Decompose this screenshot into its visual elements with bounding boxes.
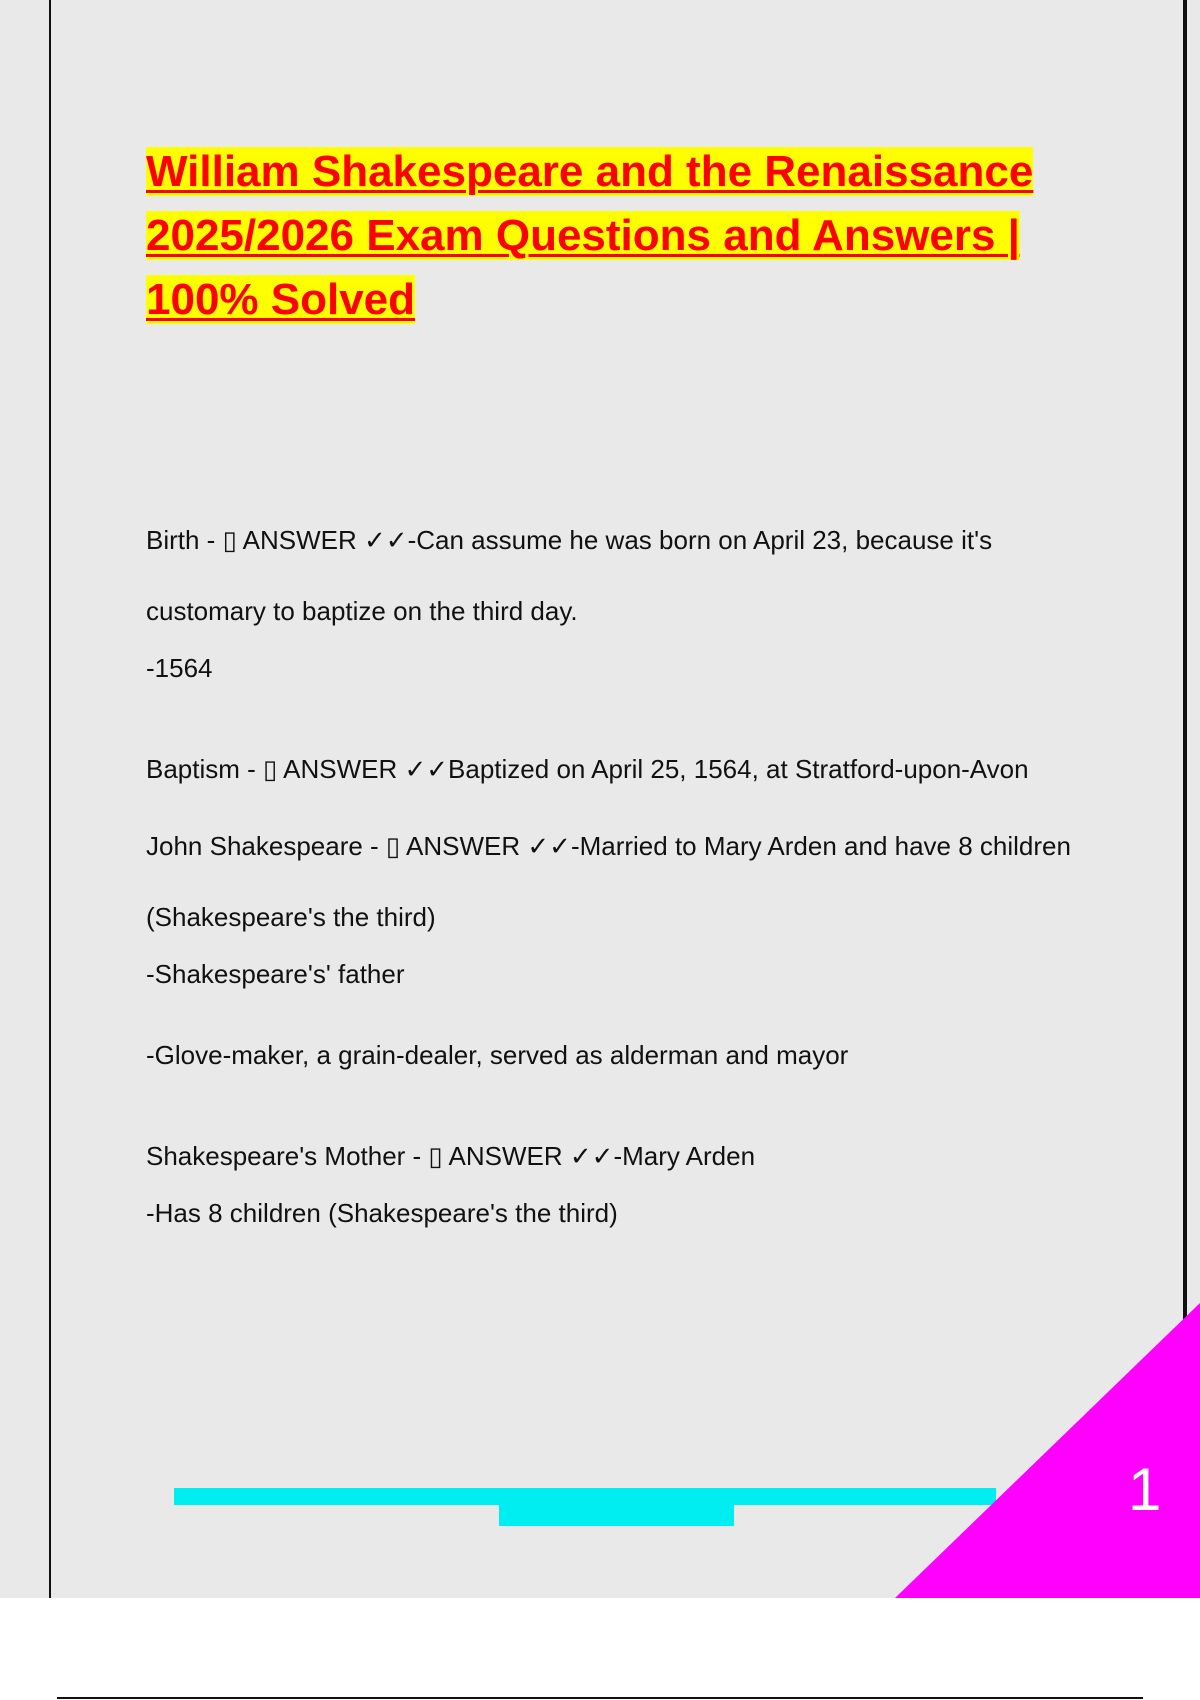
qa-entry-birth: Birth - ▯ ANSWER ✓✓-Can assume he was born on April 23, because it's customary to baptize on the third day. <box>146 525 993 626</box>
qa-content <box>146 505 1086 1279</box>
footer-redacted-bar-2 <box>499 1505 734 1526</box>
qa-entry-baptism: Baptism - ▯ ANSWER ✓✓Baptized on April 25, 1564, at Stratford-upon-Avon <box>146 754 1029 784</box>
qa-entry-john-shakespeare: John Shakespeare - ▯ ANSWER ✓✓-Married to Mary Arden and have 8 children (Shakespeare's the third) <box>146 831 1071 932</box>
footer-redacted-bar <box>174 1488 996 1505</box>
page-border-left <box>49 0 51 1598</box>
next-page-top-rule <box>57 1697 1143 1699</box>
qa-note-children: -Has 8 children (Shakespeare's the third) <box>146 1198 618 1228</box>
document-title <box>146 140 1106 332</box>
corner-triangle-decoration <box>895 1303 1200 1598</box>
qa-entry-mother: Shakespeare's Mother - ▯ ANSWER ✓✓-Mary Arden <box>146 1141 756 1171</box>
qa-note-occupation: -Glove-maker, a grain-dealer, served as alderman and mayor <box>146 1040 849 1070</box>
document-title-text: William Shakespeare and the Renaissance 2025/2026 Exam Questions and Answers | 100% Solved <box>146 147 1034 324</box>
qa-note-birth-year: -1564 <box>146 653 213 683</box>
page-number: 1 <box>1128 1456 1162 1523</box>
qa-note-father: -Shakespeare's' father <box>146 959 405 989</box>
